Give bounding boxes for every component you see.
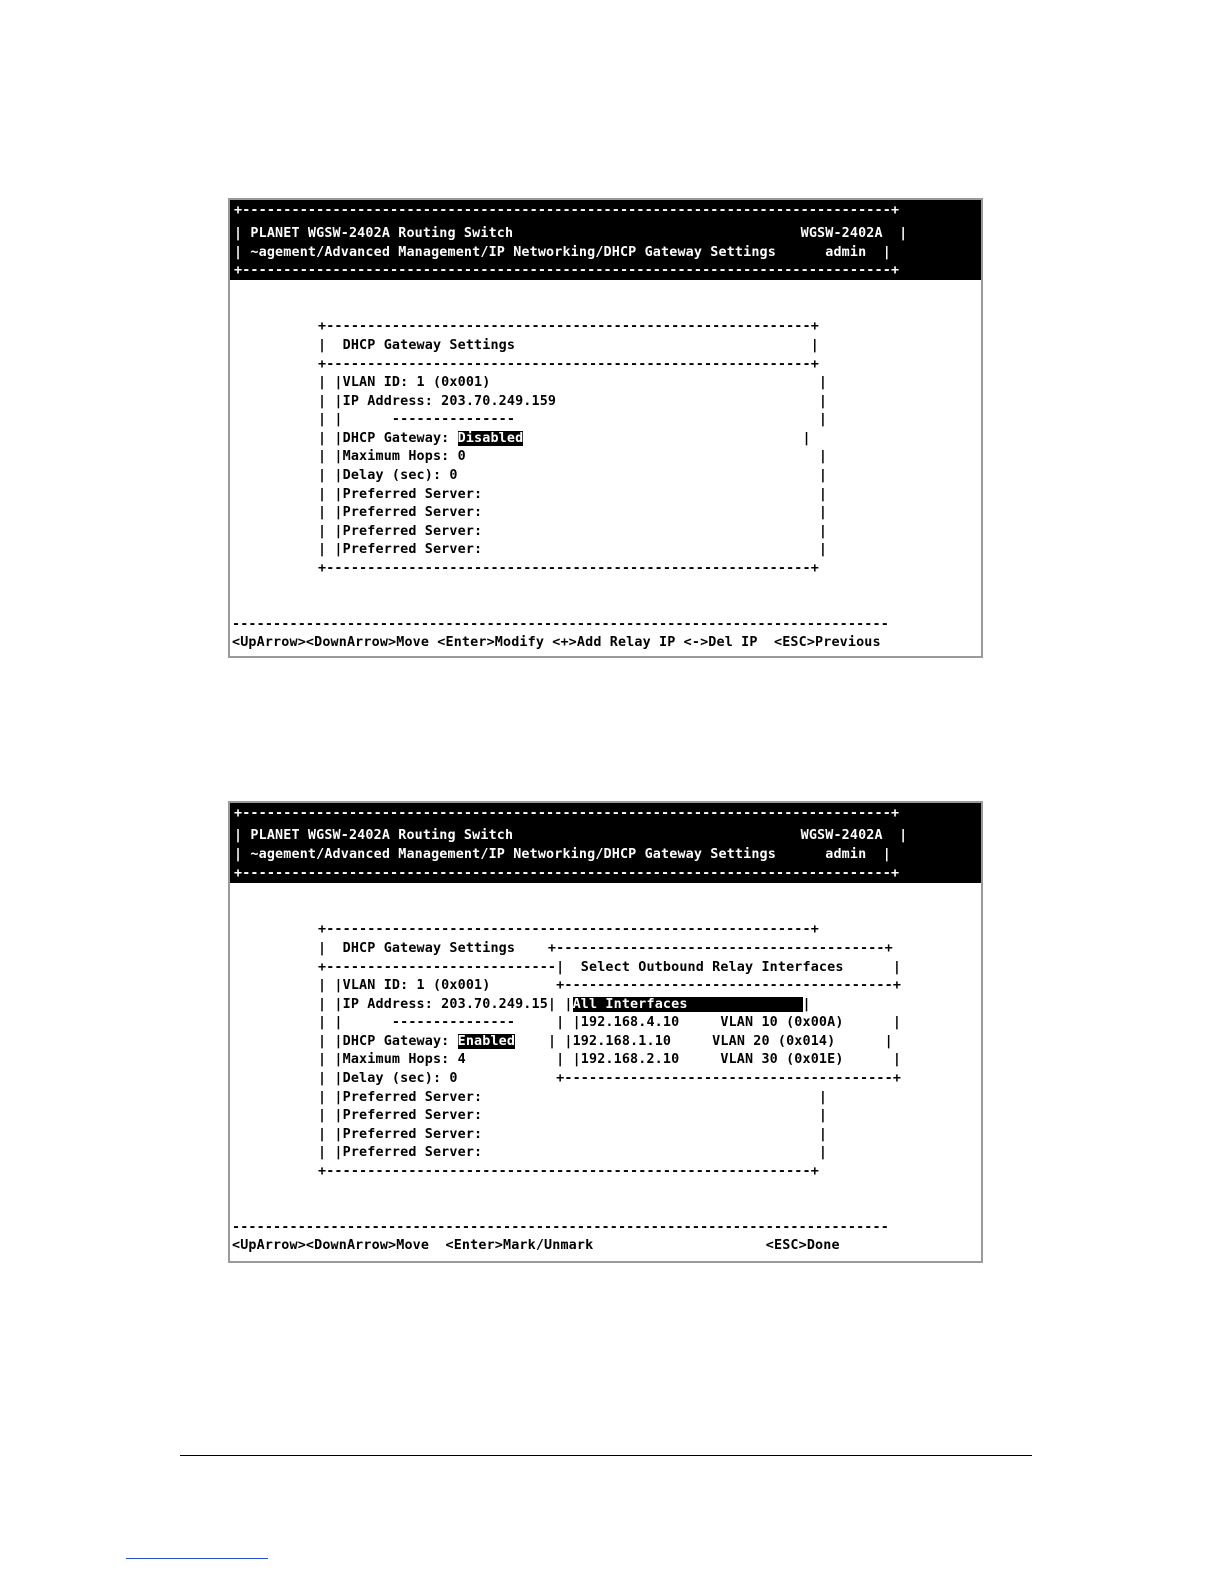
dhcp-gateway-row[interactable] xyxy=(318,1033,893,1051)
dhcp-gateway-value[interactable]: Disabled xyxy=(457,431,524,446)
preferred-server-row[interactable]: | |Preferred Server: | xyxy=(318,505,828,520)
header-border-top: +-------------------------------------------------------------------------------+ xyxy=(234,203,900,218)
preferred-server-row[interactable]: | |Preferred Server: | xyxy=(318,1145,828,1160)
vlan-id-row: | |VLAN ID: 1 (0x001) +----------------------------------------+ xyxy=(318,978,902,993)
header-title-row: | PLANET WGSW-2402A Routing Switch WGSW-2402A | xyxy=(234,226,908,241)
footer-key-help: <UpArrow><DownArrow>Move <Enter>Mark/Unmark <ESC>Done xyxy=(232,1238,840,1253)
ip-address-row: | |IP Address: 203.70.249.159 | xyxy=(318,394,828,409)
terminal-header xyxy=(230,803,981,883)
popup-title-row: +----------------------------| Select Outbound Relay Interfaces | xyxy=(318,960,902,975)
delay-row: | |Delay (sec): 0 +----------------------------------------+ xyxy=(318,1071,902,1086)
header-title-row: | PLANET WGSW-2402A Routing Switch WGSW-2402A | xyxy=(234,828,908,843)
footer-border: -------------------------------------------------------------------------------- xyxy=(232,1220,889,1235)
panel-top-border: +-----------------------------------------------------------+ xyxy=(318,922,819,937)
page-footer-link-underline xyxy=(126,1558,268,1559)
header-border-top: +-------------------------------------------------------------------------------+ xyxy=(234,806,900,821)
footer-key-help: <UpArrow><DownArrow>Move <Enter>Modify <+>Add Relay IP <->Del IP <ESC>Previous xyxy=(232,635,881,650)
panel-top-border: +-----------------------------------------------------------+ xyxy=(318,319,819,334)
header-border-bottom: +-------------------------------------------------------------------------------+ xyxy=(234,263,900,278)
relay-item-row[interactable]: | |Maximum Hops: 4 | |192.168.2.10 VLAN 30 (0x01E) | xyxy=(318,1052,902,1067)
panel-bottom-border: +-----------------------------------------------------------+ xyxy=(318,561,819,576)
dhcp-gateway-label: | |DHCP Gateway: xyxy=(318,1034,458,1049)
panel-title: | DHCP Gateway Settings | xyxy=(318,338,819,353)
header-border-bottom: +-------------------------------------------------------------------------------+ xyxy=(234,866,900,881)
header-path-row: | ~agement/Advanced Management/IP Networking/DHCP Gateway Settings admin | xyxy=(234,245,891,260)
ip-underline-row: | | --------------- | xyxy=(318,412,828,427)
terminal-screen-dhcp-enabled xyxy=(228,801,983,1263)
header-path-row: | ~agement/Advanced Management/IP Networking/DHCP Gateway Settings admin | xyxy=(234,847,891,862)
preferred-server-row[interactable]: | |Preferred Server: | xyxy=(318,1108,828,1123)
vlan-id-row: | |VLAN ID: 1 (0x001) | xyxy=(318,375,828,390)
dhcp-gateway-value[interactable]: Enabled xyxy=(457,1034,516,1049)
panel-bottom-border: +-----------------------------------------------------------+ xyxy=(318,1164,819,1179)
ip-address-text: | |IP Address: 203.70.249.15| | xyxy=(318,997,573,1012)
maximum-hops-row[interactable]: | |Maximum Hops: 0 | xyxy=(318,449,828,464)
relay-item-row[interactable]: | |192.168.1.10 VLAN 20 (0x014) | xyxy=(515,1034,893,1049)
dhcp-gateway-row[interactable] xyxy=(318,430,811,448)
preferred-server-row[interactable]: | |Preferred Server: | xyxy=(318,524,828,539)
terminal-screen-dhcp-disabled xyxy=(228,198,983,658)
popup-right-border: | xyxy=(802,997,811,1012)
preferred-server-row[interactable]: | |Preferred Server: | xyxy=(318,542,828,557)
preferred-server-row[interactable]: | |Preferred Server: | xyxy=(318,1127,828,1142)
delay-row[interactable]: | |Delay (sec): 0 | xyxy=(318,468,828,483)
terminal-header xyxy=(230,200,981,280)
relay-item-all-interfaces[interactable]: All Interfaces xyxy=(572,997,803,1012)
page-footer-rule xyxy=(180,1455,1032,1456)
panel-divider: +-----------------------------------------------------------+ xyxy=(318,357,819,372)
relay-item-row[interactable]: | | --------------- | |192.168.4.10 VLAN 10 (0x00A) | xyxy=(318,1015,902,1030)
ip-address-row[interactable] xyxy=(318,996,811,1014)
preferred-server-row[interactable]: | |Preferred Server: | xyxy=(318,1090,828,1105)
preferred-server-row[interactable]: | |Preferred Server: | xyxy=(318,487,828,502)
panel-title-with-popup-border: | DHCP Gateway Settings +----------------------------------------+ xyxy=(318,941,893,956)
dhcp-gateway-tail: | xyxy=(523,431,811,446)
dhcp-gateway-label: | |DHCP Gateway: xyxy=(318,431,458,446)
footer-border: -------------------------------------------------------------------------------- xyxy=(232,617,889,632)
